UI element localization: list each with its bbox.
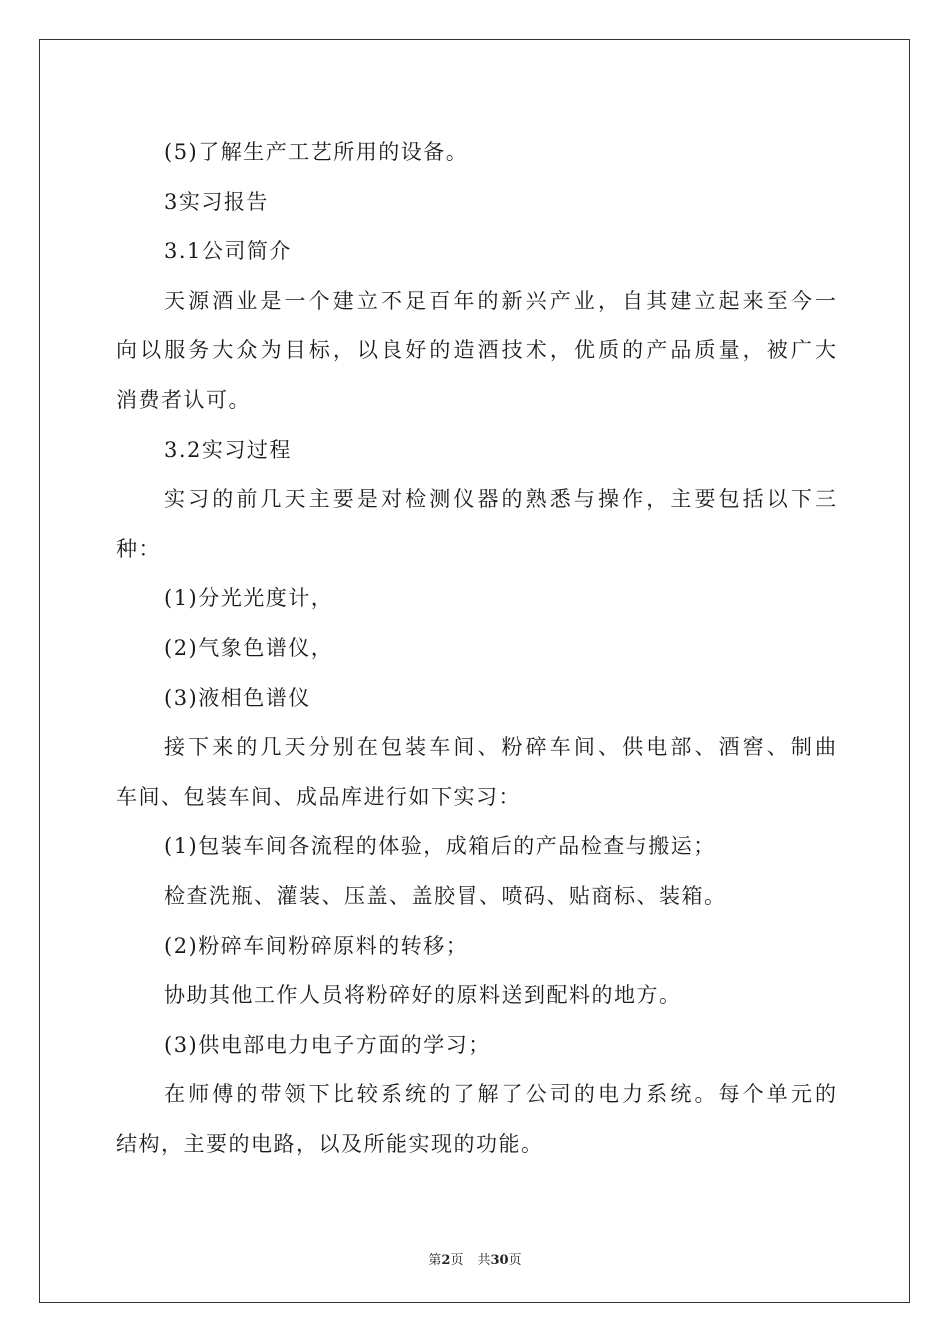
paragraph-line: 协助其他工作人员将粉碎好的原料送到配料的地方。: [164, 983, 682, 1008]
paragraph-line: 实习的前几天主要是对检测仪器的熟悉与操作，主要包括以下三: [164, 487, 836, 512]
paragraph-line: 车间、包装车间、成品库进行如下实习：: [116, 784, 521, 809]
section-heading: 3实习报告: [164, 189, 269, 214]
list-item: (3)液相色谱仪: [164, 685, 311, 710]
paragraph-line: 种：: [116, 536, 161, 561]
total-label-prefix: 共: [477, 1253, 491, 1268]
paragraph-line: 检查洗瓶、灌装、压盖、盖胶冒、喷码、贴商标、装箱。: [164, 883, 727, 908]
list-item: (2)粉碎车间粉碎原料的转移；: [164, 933, 469, 958]
subsection-heading: 3.2实习过程: [164, 437, 292, 462]
list-item: (1)包装车间各流程的体验，成箱后的产品检查与搬运；: [164, 834, 716, 859]
list-item: (3)供电部电力电子方面的学习；: [164, 1032, 491, 1057]
paragraph-line: (5)了解生产工艺所用的设备。: [164, 140, 469, 164]
paragraph-line: 向以服务大众为目标，以良好的造酒技术，优质的产品质量，被广大: [116, 338, 836, 363]
document-body: [116, 128, 836, 1169]
paragraph-line: 天源酒业是一个建立不足百年的新兴产业，自其建立起来至今一: [164, 288, 836, 313]
paragraph-line: 接下来的几天分别在包装车间、粉碎车间、供电部、酒窖、制曲: [164, 735, 836, 760]
paragraph-line: 消费者认可。: [116, 387, 251, 412]
page-number: 2: [441, 1253, 451, 1268]
total-label-suffix: 页: [508, 1253, 522, 1268]
subsection-heading: 3.1公司简介: [164, 239, 292, 264]
page-label-prefix: 第: [428, 1253, 442, 1268]
total-pages: 30: [490, 1253, 509, 1268]
page-footer: [0, 1249, 950, 1268]
list-item: (2)气象色谱仪，: [164, 635, 334, 660]
page-label-suffix: 页: [450, 1253, 464, 1268]
paragraph-line: 结构，主要的电路，以及所能实现的功能。: [116, 1131, 544, 1156]
list-item: (1)分光光度计，: [164, 586, 334, 611]
paragraph-line: 在师傅的带领下比较系统的了解了公司的电力系统。每个单元的: [164, 1082, 836, 1107]
